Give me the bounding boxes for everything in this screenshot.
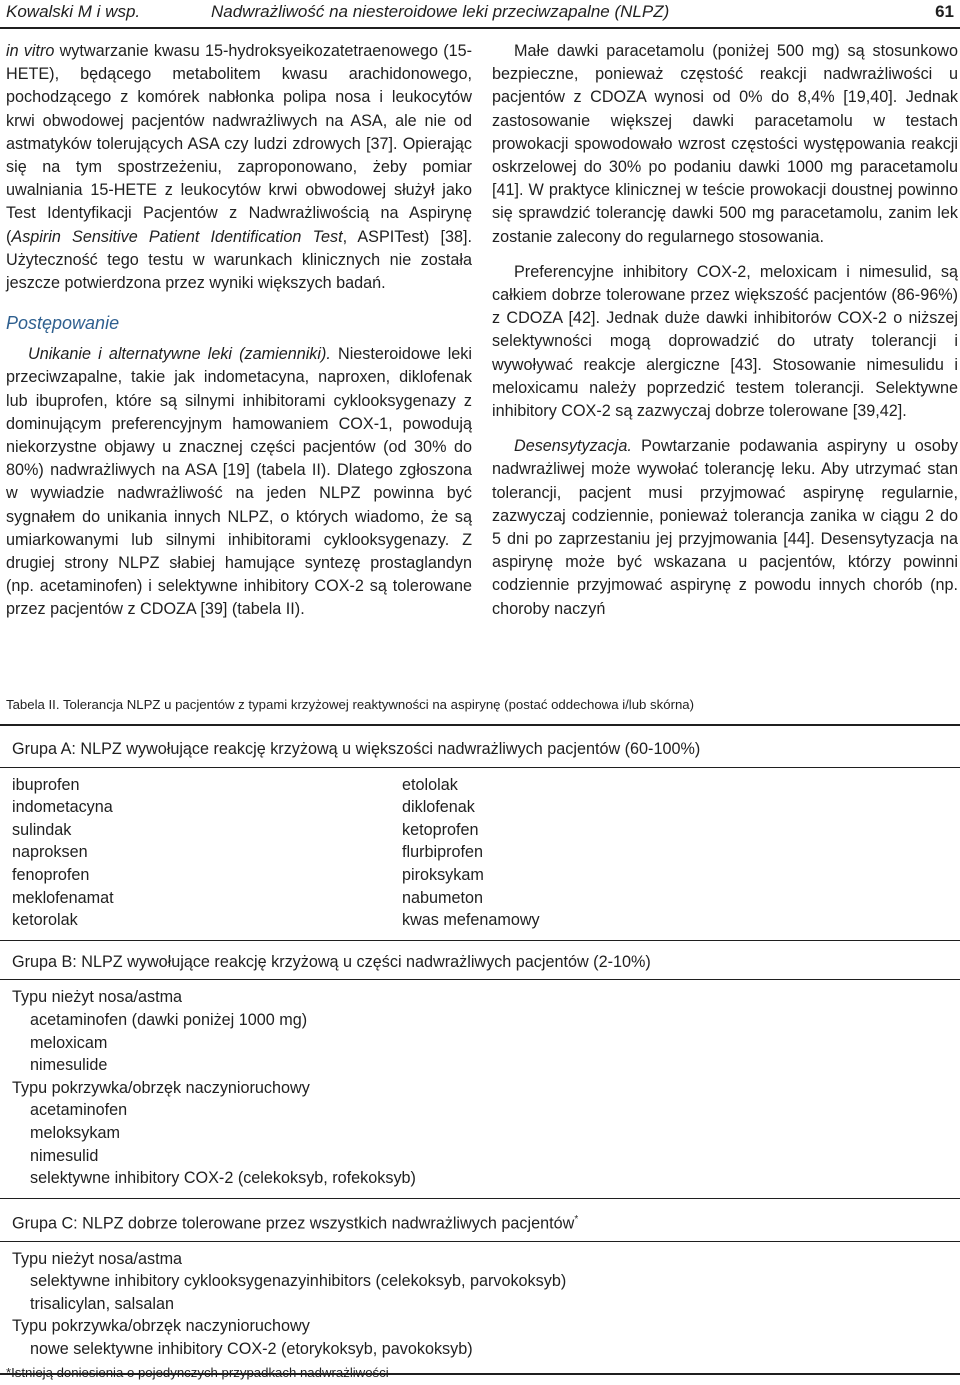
right-column [492,40,958,621]
right-paragraph-3 [492,435,958,621]
drug-item: ketoprofen [402,820,479,839]
left-paragraph-1 [6,40,472,295]
group-c-body [0,1242,960,1369]
footnote-mark: * [574,1213,579,1225]
header-authors: Kowalski M i wsp. [6,2,141,21]
right-paragraph-2: Preferencyjne inhibitory COX-2, meloxicam i nimesulid, są całkiem dobrze tolerowane przez większość pacjentów (86-96%) z CDOZA [42]. Jednak duże dawki inhibitorów COX-2 o niższej selektywności mogą doprowadzić do utraty tolerancji i wywoływać reakcje alergiczne [43]. Stosowanie nimesulidu i meloxicamu należy poprzedzić testem tolerancji. Selektywne inhibitory COX-2 są zazwyczaj dobrze tolerowane [39,42]. [492,262,958,421]
reaction-type: Typu pokrzywka/obrzęk naczynioruchowy [12,1078,310,1097]
left-p1-italic-2: Aspirin Sensitive Patient Identification Test [11,227,343,246]
group-c-heading-text: Grupa C: NLPZ dobrze tolerowane przez wszystkich nadwrażliwych pacjentów [12,1214,575,1233]
group-a-body [0,768,960,940]
drug-item: sulindak [12,820,72,839]
running-header [6,0,956,26]
group-a-heading: Grupa A: NLPZ wywołujące reakcję krzyżową u większości nadwrażliwych pacjentów (60-100%) [12,740,701,758]
reaction-type: Typu nieżyt nosa/astma [12,988,183,1007]
drug-item: meloxicam [30,1033,108,1052]
group-b-body [0,980,960,1197]
group-b-heading: Grupa B: NLPZ wywołujące reakcję krzyżową u części nadwrażliwych pacjentów (2-10%) [12,952,651,971]
drug-item: nabumeton [402,888,484,907]
left-column [6,40,472,622]
drug-item: nowe selektywne inhibitory COX-2 (etorykoksyb, pavokoksyb) [30,1340,473,1359]
table-footnote: *Istnieją doniesienia o pojedynczych przypadkach nadwrażliwości [6,1365,389,1380]
left-p2-text: Niesteroidowe leki przeciwzapalne, takie jak indometacyna, naproxen, diklofenak lub ibuprofen, które są silnymi inhibitorami cyklooksygenazy z dominującym preferencyjnym hamowaniem COX-1, powodują niekorzystne objawy u znacznej części pacjentów (od 30% do 80%) nadwrażliwych na ASA [19] (tabela II). Dlatego zgłoszona w wywiadzie nadwrażliwość na jeden NLPZ powinna być sygnałem do unikania innych NLPZ, o których wiadomo, że są umiarkowanymi lub silnymi inhibitorami cyklooksygenazy. Z drugiej strony NLPZ słabiej hamujące syntezę prostaglandyn (np. acetaminofen) i selektywne inhibitory COX-2 są tolerowane przez pacjentów z CDOZA [39] (tabela II). [6,345,472,619]
group-a-col-2 [402,774,902,932]
page-number: 61 [935,2,954,21]
drug-item: naproksen [12,843,88,862]
left-paragraph-2 [6,343,472,621]
reaction-type: Typu pokrzywka/obrzęk naczynioruchowy [12,1317,310,1336]
drug-item: diklofenak [402,798,475,817]
left-p1-text-b: , ASPITest) [38]. Użyteczność tego testu w warunkach klinicznych nie została jeszcze potwierdzona przez wyniki większych badań. [6,227,472,293]
left-p2-italic: Unikanie i alternatywne leki (zamienniki). [28,345,331,364]
table-top-rule [0,724,960,726]
header-running-title: Nadwrażliwość na niesteroidowe leki przeciwzapalne (NLPZ) [211,2,670,21]
drug-item: nimesulid [30,1146,99,1165]
drug-item: nimesulide [30,1056,108,1075]
left-p1-italic: in vitro [6,42,55,60]
table-caption: Tabela II. Tolerancja NLPZ u pacjentów z typami krzyżowej reaktywności na aspirynę (postać oddechowa i/lub skórna) [6,697,695,712]
right-p3-italic: Desensytyzacja. [514,437,632,456]
drug-item: selektywne inhibitory COX-2 (celekoksyb, rofekoksyb) [30,1169,416,1188]
group-c-heading [0,1199,960,1241]
drug-item: indometacyna [12,798,113,817]
drug-item: selektywne inhibitory cyklooksygenazyinhibitors (celekoksyb, parvokoksyb) [30,1272,567,1291]
section-heading: Postępowanie [6,313,120,334]
drug-item: acetaminofen [30,1101,128,1120]
drug-item: meloksykam [30,1123,120,1142]
drug-item: etololak [402,775,458,794]
drug-item: kwas mefenamowy [402,911,540,930]
drug-item: ketorolak [12,911,78,930]
header-rule [0,27,960,29]
drug-item: trisalicylan, salsalan [30,1294,174,1313]
reaction-type: Typu nieżyt nosa/astma [12,1249,183,1268]
right-p3-text: Powtarzanie podawania aspiryny u osoby nadwrażliwej może wywołać tolerancję leku. Aby utrzymać stan tolerancji, pacjent musi przyjmować aspirynę regularnie, zazwyczaj codziennie, ponieważ tolerancja zanika w ciągu 2 do 5 dni po zaprzestaniu jej przyjmowania [44]. Desensytyzacja na aspirynę może być wskazana u pacjentów, którzy powinni codziennie przyjmować aspirynę z powodu innych chorób (np. choroby naczyń [492,437,958,618]
drug-item: meklofenamat [12,888,114,907]
table-ii [0,728,960,1375]
drug-item: piroksykam [402,865,484,884]
drug-item: acetaminofen (dawki poniżej 1000 mg) [30,1010,308,1029]
drug-item: ibuprofen [12,775,80,794]
drug-item: fenoprofen [12,865,90,884]
drug-item: flurbiprofen [402,843,483,862]
group-a-col-1 [12,774,402,932]
right-paragraph-1: Małe dawki paracetamolu (poniżej 500 mg) są stosunkowo bezpieczne, ponieważ częstość reakcji nadwrażliwości u pacjentów z CDOZA wynosi od 0% do 8,4% [19,40]. Jednak zastosowanie większej dawki paracetamolu w testach prowokacji spowodowało wzrost częstości występowania reakcji oskrzelowej do 30% po podaniu dawki 1000 mg paracetamolu [41]. W praktyce klinicznej w teście prowokacji doustnej powinno się sprawdzić tolerancję dawki 500 mg paracetamolu, zanim lek zostanie zalecony do regularnego stosowania. [492,42,958,246]
left-p1-text-a: wytwarzanie kwasu 15-hydroksyeikozatetraenowego (15-HETE), będącego metabolitem kwasu arachidonowego, pochodzącego z komórek nabłonka polipa nosa i leukocytów krwi obwodowej pacjentów nadwrażliwych na ASA, ale nie od astmatyków tolerujących ASA czy ludzi zdrowych [37]. Opierając się na tym spostrzeżeniu, zaproponowano, żeby pomiar uwalniania 15-HETE z leukocytów krwi obwodowej służył jako Test Identyfikacji Pacjentów z Nadwrażliwością na Aspirynę ( [6,42,472,246]
